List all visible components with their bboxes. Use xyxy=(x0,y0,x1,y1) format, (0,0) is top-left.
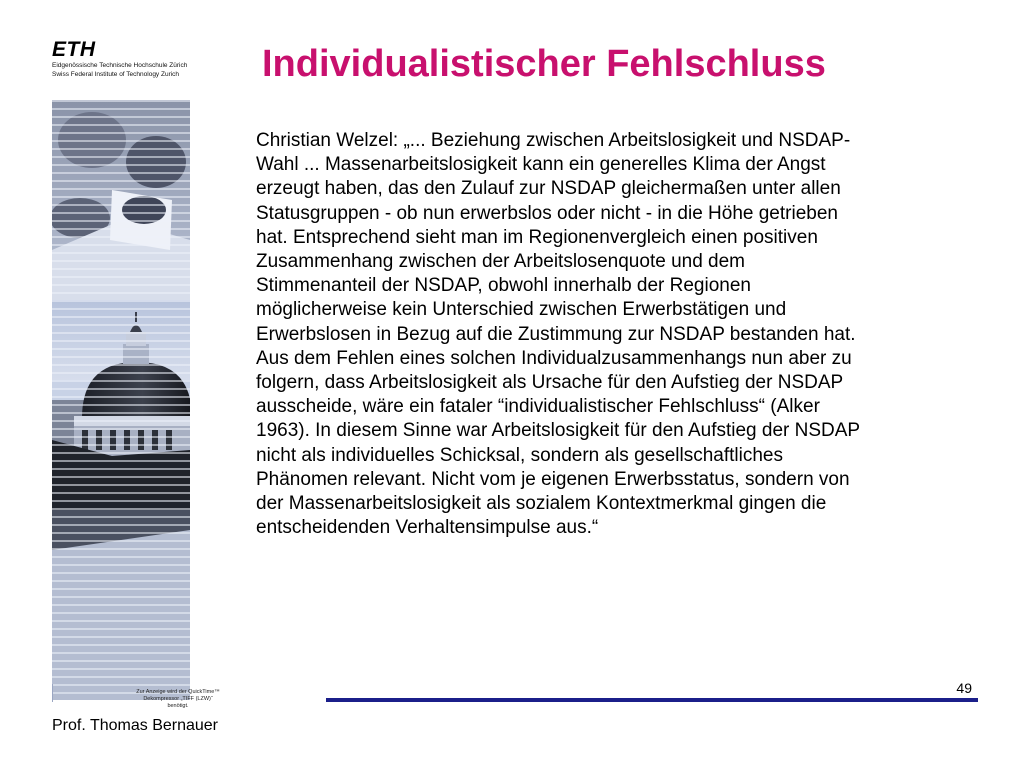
quicktime-caption-line: Zur Anzeige wird der QuickTime™ xyxy=(136,689,220,695)
eth-logo xyxy=(52,40,232,79)
body-text-line: Zusammenhang zwischen der Arbeitslosenquote und dem xyxy=(256,251,746,273)
body-text-line: hat. Entsprechend sieht man im Regionenvergleich einen positiven xyxy=(256,226,818,248)
body-text-line: folgern, dass Arbeitslosigkeit als Ursache für den Aufstieg der NSDAP xyxy=(256,372,844,394)
slide-title: Individualistischer Fehlschluss xyxy=(262,43,826,85)
body-text-line: Wahl ... Massenarbeitslosigkeit kann ein generelles Klima der Angst xyxy=(256,154,826,176)
eth-logo-line-english: Swiss Federal Institute of Technology Zurich xyxy=(52,71,180,78)
quicktime-caption-line: benötigt. xyxy=(167,703,189,709)
footer-rule xyxy=(326,698,978,702)
body-text-line: 1963). In diesem Sinne war Arbeitslosigkeit für den Aufstieg der NSDAP xyxy=(256,420,861,442)
body-text-line: Erwerbslosen in Bezug auf die Zustimmung zur NSDAP bestanden hat. xyxy=(256,323,856,345)
body-text-line: entscheidenden Verhaltensimpulse aus.“ xyxy=(256,517,599,539)
left-edge-tick xyxy=(52,684,53,702)
eth-building-photo xyxy=(52,100,190,700)
author-name: Prof. Thomas Bernauer xyxy=(52,717,219,734)
body-text-line: Phänomen relevant. Nicht vom je eigenen Erwerbsstatus, sondern von xyxy=(256,468,850,490)
body-text-line: Statusgruppen - ob nun erwerbslos oder nicht - in die Höhe getrieben xyxy=(256,202,838,224)
body-text-line: Aus dem Fehlen eines solchen Individualzusammenhangs nun aber zu xyxy=(256,347,852,369)
body-text-line: Stimmenanteil der NSDAP, obwohl innerhalb der Regionen xyxy=(256,275,751,297)
body-text-line: möglicherweise kein Unterschied zwischen Erwerbstätigen und xyxy=(256,299,787,321)
eth-logo-line-german: Eidgenössische Technische Hochschule Zürich xyxy=(52,62,188,69)
slide-body-quote xyxy=(256,129,986,540)
page-number: 49 xyxy=(956,680,972,696)
body-text-line: ausscheide, wäre ein fataler “individualistischer Fehlschluss“ (Alker xyxy=(256,396,820,418)
quicktime-caption-line: Dekompressor „TIFF (LZW)“ xyxy=(143,696,213,702)
body-text-line: nicht als individuelles Schicksal, sondern als gesellschaftliches xyxy=(256,444,783,466)
eth-logo-mark: ETH xyxy=(52,38,96,61)
body-text-line: erzeugt haben, das den Zulauf zur NSDAP gleichermaßen unter allen xyxy=(256,178,841,200)
quicktime-placeholder-caption xyxy=(118,689,238,710)
body-text-line: Christian Welzel: „... Beziehung zwischen Arbeitslosigkeit und NSDAP- xyxy=(256,130,851,151)
body-text-line: der Massenarbeitslosigkeit als sozialem Kontextmerkmal gingen die xyxy=(256,493,827,515)
